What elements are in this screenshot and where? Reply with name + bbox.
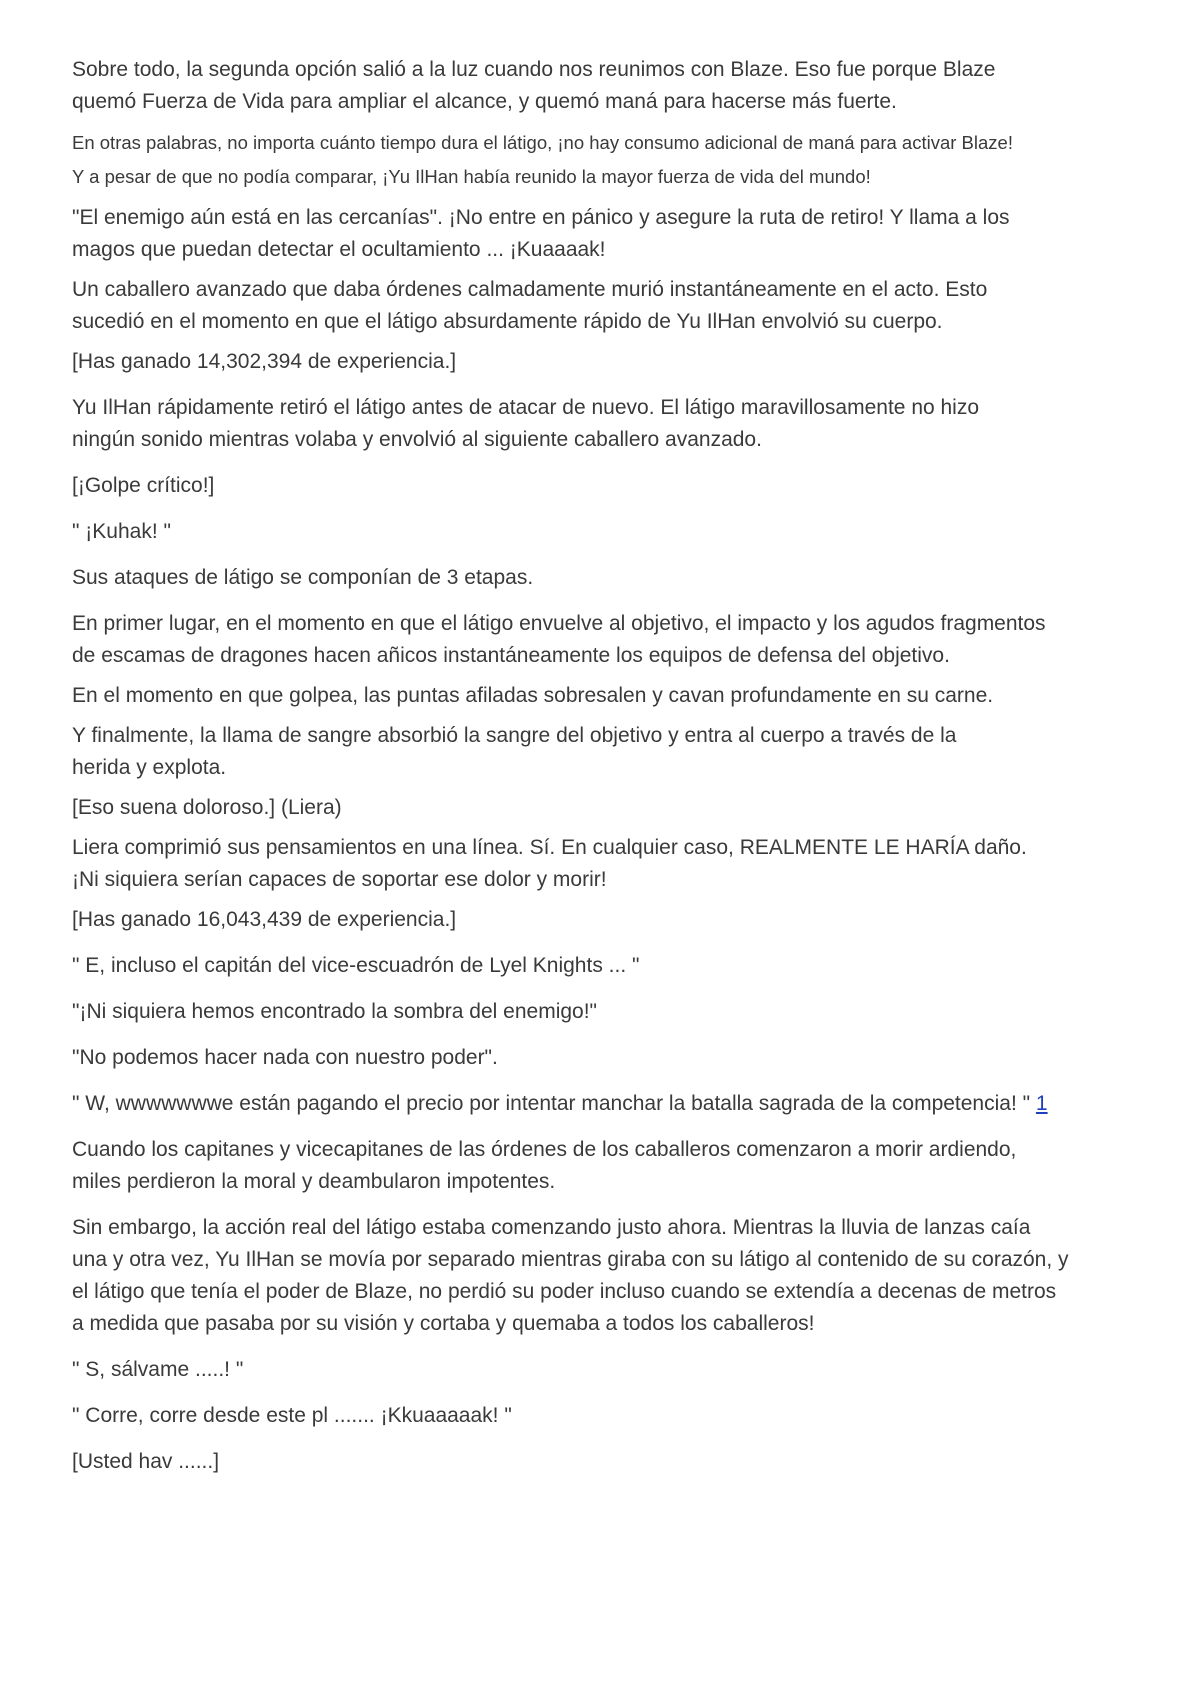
dialogue-our-power: "No podemos hacer nada con nuestro poder". [72, 1046, 498, 1069]
paragraph-21: Sin embargo, la acción real del látigo estaba comenzando justo ahora. Mientras la lluvia de lanzas caía una y otra vez, Yu IlHan se movía por separado mientras giraba con su látigo al contenido de su corazón, y el látigo que tenía el poder de Blaze, no perdió su poder incluso cuando se extendía a decenas de metros a medida que pasaba por su visión y cortaba y quemaba a todos los caballeros! [72, 1216, 1069, 1335]
experience-message-2: [Has ganado 16,043,439 de experiencia.] [72, 908, 457, 931]
system-message-cut: [Usted hav ......] [72, 1450, 220, 1473]
paragraph-6: Yu IlHan rápidamente retiró el látigo antes de atacar de nuevo. El látigo maravillosamente no hizo ningún sonido mientras volaba y envolvió al siguiente caballero avanzado. [72, 396, 980, 451]
paragraph-1: Sobre todo, la segunda opción salió a la luz cuando nos reunimos con Blaze. Eso fue porque Blaze quemó Fuerza de Vida para ampliar el alcance, y quemó maná para hacerse más fuerte. [72, 58, 996, 113]
dialogue-run: " Corre, corre desde este pl ....... ¡Kkuaaaaak! " [72, 1404, 512, 1427]
dialogue-enemy-shadow: "¡Ni siquiera hemos encontrado la sombra del enemigo!" [72, 1000, 598, 1023]
paragraph-10: En primer lugar, en el momento en que el látigo envuelve al objetivo, el impacto y los agudos fragmentos de escamas de dragones hacen añicos instantáneamente los equipos de defensa del objetivo. [72, 612, 1046, 667]
dialogue-sacred-battle [72, 1088, 1132, 1120]
dialogue-save-me: " S, sálvame .....! " [72, 1358, 244, 1381]
paragraph-20: Cuando los capitanes y vicecapitanes de las órdenes de los caballeros comenzaron a morir ardiendo, miles perdieron la moral y deambularon impotentes. [72, 1138, 1017, 1193]
critical-hit-message: [¡Golpe crítico!] [72, 474, 215, 497]
experience-message-1: [Has ganado 14,302,394 de experiencia.] [72, 350, 457, 373]
paragraph-14: Liera comprimió sus pensamientos en una línea. Sí. En cualquier caso, REALMENTE LE HARÍA daño. ¡Ni siquiera serían capaces de soportar ese dolor y morir! [72, 836, 1027, 891]
paragraph-11: En el momento en que golpea, las puntas afiladas sobresalen y cavan profundamente en su carne. [72, 684, 994, 707]
document-page [72, 54, 1132, 1478]
paragraph-9: Sus ataques de látigo se componían de 3 etapas. [72, 566, 534, 589]
dialogue-vice-squadron: " E, incluso el capitán del vice-escuadrón de Lyel Knights ... " [72, 954, 640, 977]
paragraph-4: Un caballero avanzado que daba órdenes calmadamente murió instantáneamente en el acto. Esto sucedió en el momento en que el látigo absurdamente rápido de Yu IlHan envolvió su cuerpo. [72, 278, 988, 333]
dialogue-kuhak: " ¡Kuhak! " [72, 520, 171, 543]
liera-comment: [Eso suena doloroso.] (Liera) [72, 796, 342, 819]
footnote-link[interactable]: 1 [1035, 1092, 1048, 1115]
paragraph-2: En otras palabras, no importa cuánto tiempo dura el látigo, ¡no hay consumo adicional de maná para activar Blaze! Y a pesar de que no podía comparar, ¡Yu IlHan había reunido la mayor fuerza de vida del mundo! [72, 132, 1013, 187]
paragraph-12: Y finalmente, la llama de sangre absorbió la sangre del objetivo y entra al cuerpo a través de la herida y explota. [72, 724, 957, 779]
dialogue-sacred-battle-text: " W, wwwwwwwe están pagando el precio por intentar manchar la batalla sagrada de la competencia! " [72, 1092, 1036, 1115]
paragraph-3: "El enemigo aún está en las cercanías". ¡No entre en pánico y asegure la ruta de retiro! Y llama a los magos que puedan detectar el ocultamiento ... ¡Kuaaaak! [72, 206, 1010, 261]
